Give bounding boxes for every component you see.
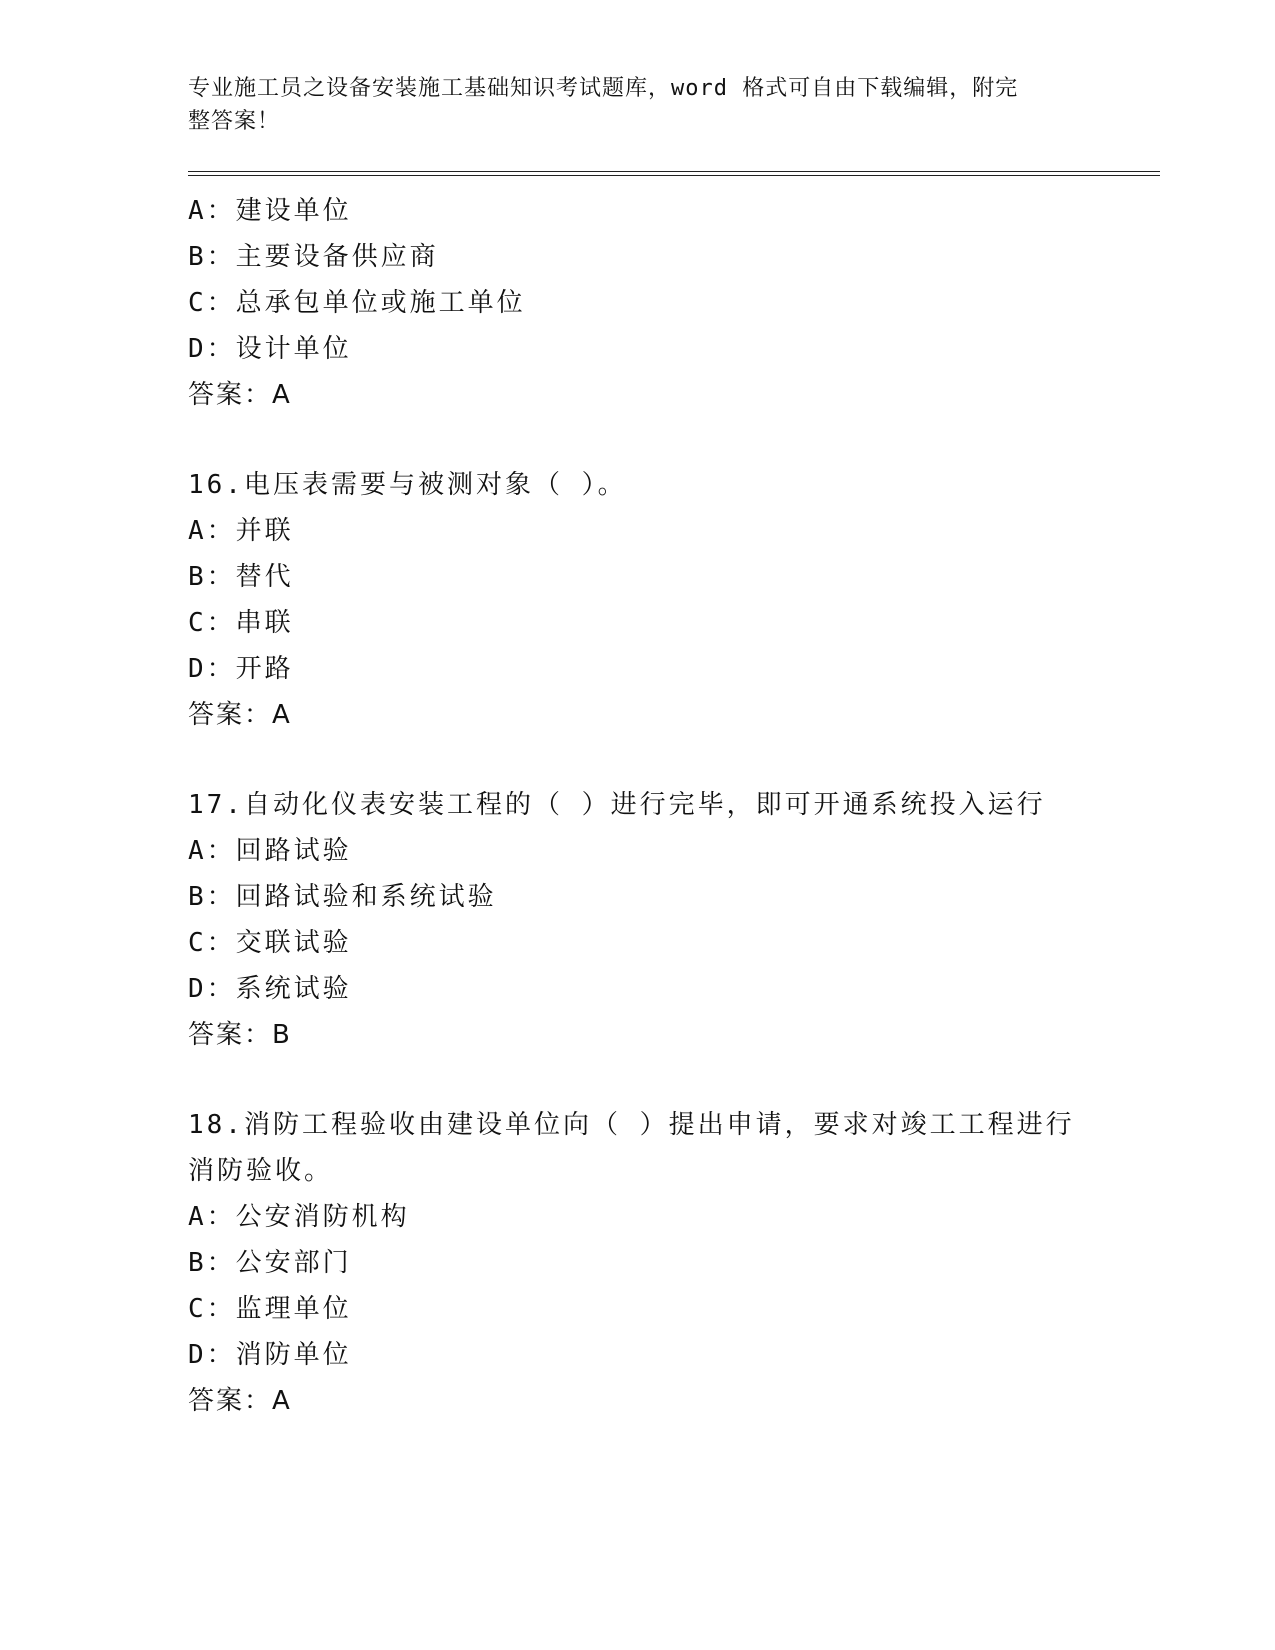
option-d: D：设计单位: [188, 334, 352, 364]
question-list: [188, 188, 1088, 1424]
question-block-17: [188, 782, 1088, 1058]
option-c: C：总承包单位或施工单位: [188, 288, 526, 318]
option-d: D：系统试验: [188, 974, 352, 1004]
question-text: 17.自动化仪表安装工程的（ ）进行完毕，即可开通系统投入运行: [188, 790, 1046, 820]
header-divider-bottom: [188, 175, 1160, 176]
option-b: B：回路试验和系统试验: [188, 882, 497, 912]
answer-line: 答案：A: [188, 380, 292, 410]
spacer: [188, 1058, 1088, 1102]
header-line-1: 专业施工员之设备安装施工基础知识考试题库，word 格式可自由下载编辑，附完: [188, 76, 1019, 101]
option-c: C：监理单位: [188, 1294, 352, 1324]
option-a: A：回路试验: [188, 836, 352, 866]
question-text-line-2: 消防验收。: [188, 1156, 334, 1186]
spacer: [188, 738, 1088, 782]
question-text: 16.电压表需要与被测对象（ ）。: [188, 470, 627, 500]
answer-line: 答案：B: [188, 1020, 292, 1050]
header-line-2: 整答案！: [188, 109, 281, 134]
header-divider-top: [188, 171, 1160, 172]
option-a: A：并联: [188, 516, 294, 546]
spacer: [188, 418, 1088, 462]
answer-line: 答案：A: [188, 1386, 292, 1416]
question-block-18: [188, 1102, 1088, 1424]
document-header: [188, 72, 1068, 138]
option-c: C：交联试验: [188, 928, 352, 958]
option-b: B：替代: [188, 562, 294, 592]
option-d: D：消防单位: [188, 1340, 352, 1370]
option-b: B：主要设备供应商: [188, 242, 439, 272]
option-a: A：公安消防机构: [188, 1202, 410, 1232]
option-d: D：开路: [188, 654, 294, 684]
option-a: A：建设单位: [188, 196, 352, 226]
option-b: B：公安部门: [188, 1248, 352, 1278]
question-text-line-1: 18.消防工程验收由建设单位向（ ）提出申请，要求对竣工工程进行: [188, 1110, 1075, 1140]
question-block-15: [188, 188, 1088, 418]
option-c: C：串联: [188, 608, 294, 638]
answer-line: 答案：A: [188, 700, 292, 730]
question-block-16: [188, 462, 1088, 738]
